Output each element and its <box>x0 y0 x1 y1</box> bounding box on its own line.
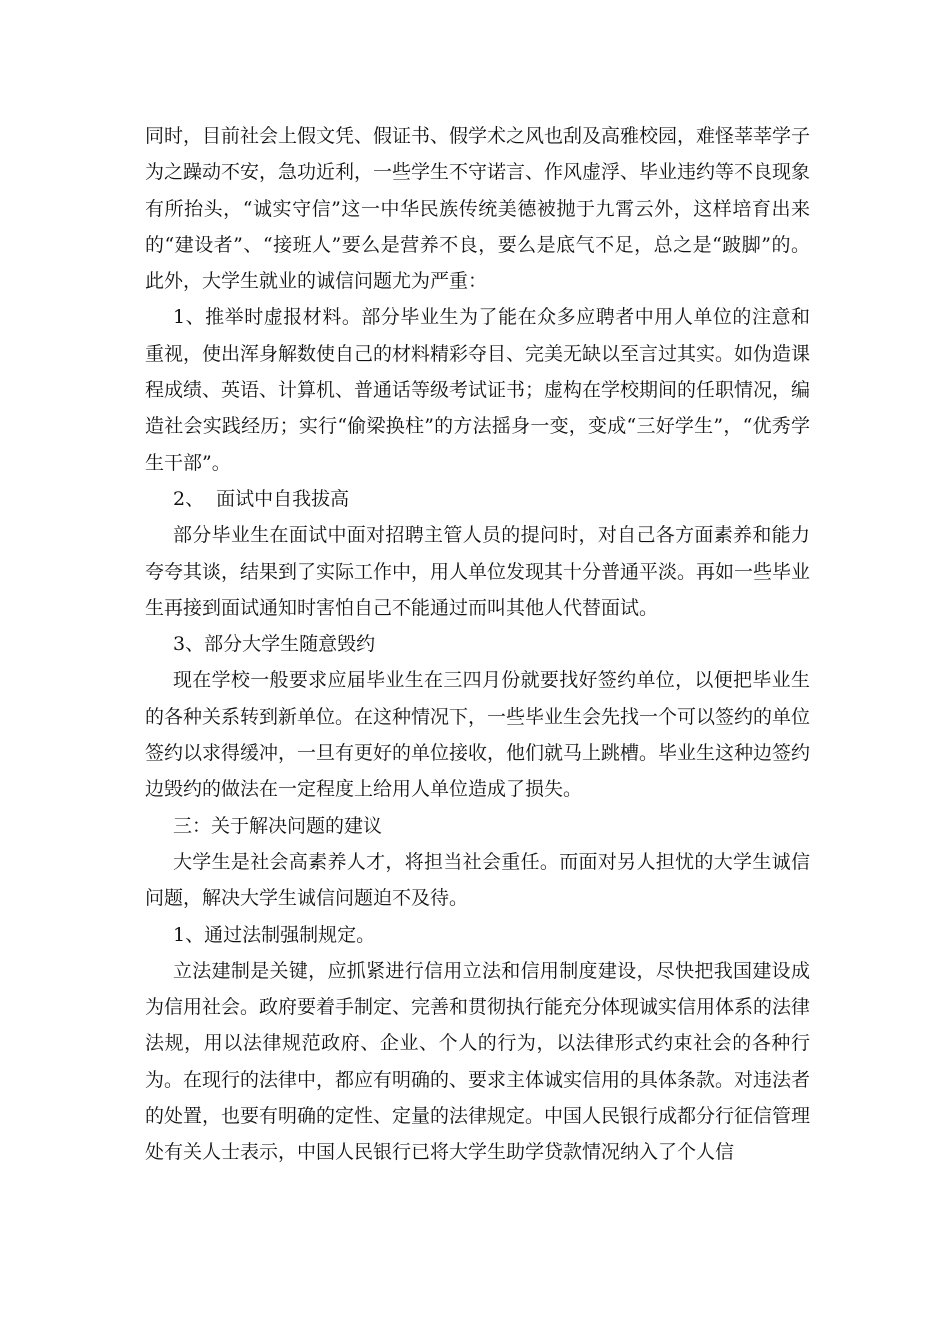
heading-section-3: 三：关于解决问题的建议 <box>173 814 383 837</box>
paragraph-item-1: 1、推举时虚报材料。部分毕业生为了能在众多应聘者中用人单位的注意和重视，使出浑身解数使自己的材料精彩夺目、完美无缺以至言过其实。如伪造课程成绩、英语、计算机、普通话等级考试证书；虚构在学校期间的任职情况，编造社会实践经历；实行“偷梁换柱”的方法摇身一变，变成“三好学生”，“优秀学生干部”。 <box>145 306 811 474</box>
heading-item-2: 2、 面试中自我拔高 <box>173 487 350 510</box>
paragraph-item-3-body: 现在学校一般要求应届毕业生在三四月份就要找好签约单位，以便把毕业生的各种关系转到新单位。在这种情况下，一些毕业生会先找一个可以签约的单位签约以求得缓冲，一旦有更好的单位接收，他们就马上跳槽。毕业生这种边签约边毁约的做法在一定程度上给用人单位造成了损失。 <box>145 669 811 801</box>
heading-item-3: 3、部分大学生随意毁约 <box>173 633 376 656</box>
heading-suggestion-1: 1、通过法制强制规定。 <box>173 923 376 946</box>
paragraph-intro: 同时，目前社会上假文凭、假证书、假学术之风也刮及高雅校园，难怪莘莘学子为之躁动不安，急功近利，一些学生不守诺言、作风虚浮、毕业违约等不良现象有所抬头，“诚实守信”这一中华民族传统美德被抛于九霄云外，这样培育出来的“建设者”、“接班人”要么是营养不良，要么是底气不足，总之是“跛脚”的。此外，大学生就业的诚信问题尤为严重： <box>145 125 811 293</box>
paragraph-section-3-intro: 大学生是社会高素养人才，将担当社会重任。而面对另人担忧的大学生诚信问题，解决大学生诚信问题迫不及待。 <box>145 850 810 910</box>
paragraph-suggestion-1-body: 立法建制是关键，应抓紧进行信用立法和信用制度建设，尽快把我国建设成为信用社会。政府要着手制定、完善和贯彻执行能充分体现诚实信用体系的法律法规，用以法律规范政府、企业、个人的行为，以法律形式约束社会的各种行为。在现行的法律中，都应有明确的、要求主体诚实信用的具体条款。对违法者的处置，也要有明确的定性、定量的法律规定。中国人民银行成都分行征信管理处有关人士表示，中国人民银行已将大学生助学贷款情况纳入了个人信 <box>145 959 811 1164</box>
paragraph-item-2-body: 部分毕业生在面试中面对招聘主管人员的提问时，对自己各方面素养和能力夸夸其谈，结果到了实际工作中，用人单位发现其十分普通平淡。再如一些毕业生再接到面试通知时害怕自己不能通过而叫其他人代替面试。 <box>145 524 811 619</box>
document-body <box>145 118 810 1171</box>
